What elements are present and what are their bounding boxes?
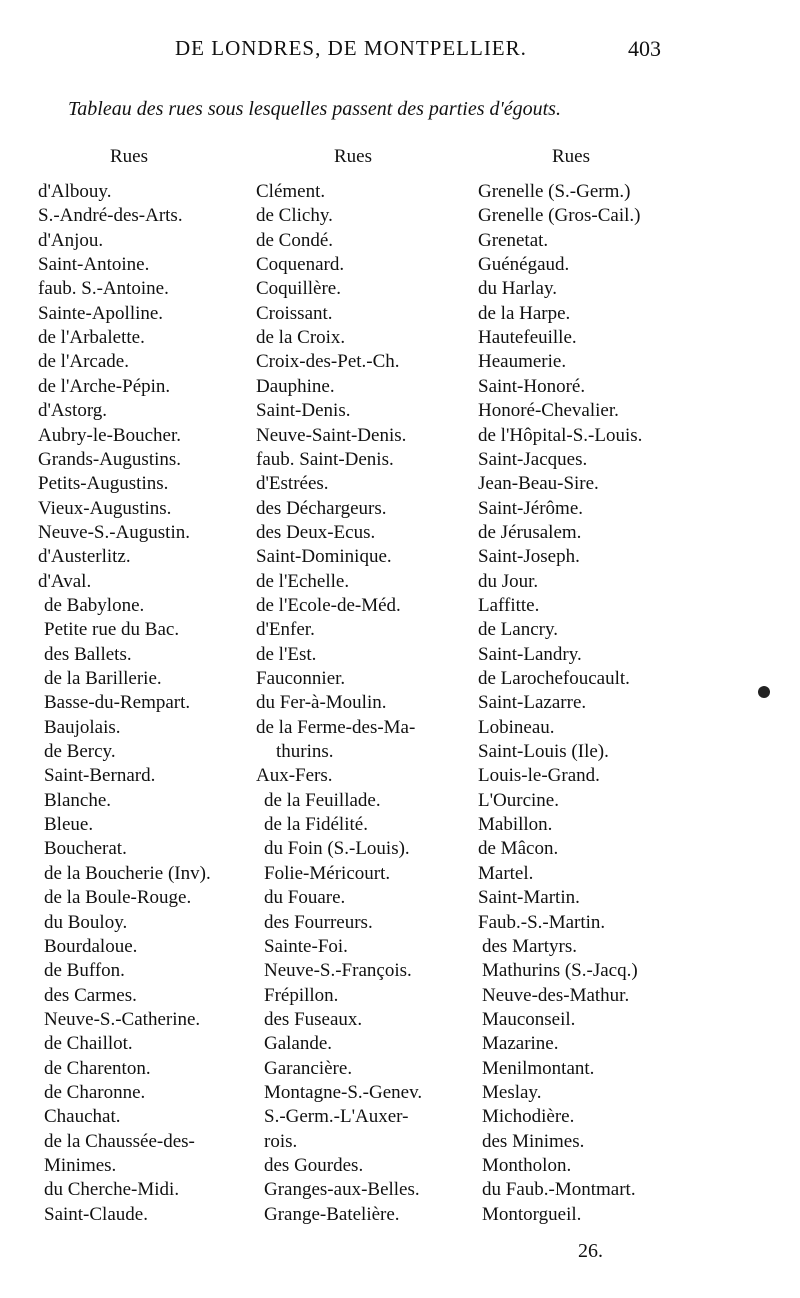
street-entry: Meslay. (482, 1081, 542, 1103)
street-entry: de Larochefoucault. (478, 668, 630, 689)
street-entry: de Mâcon. (478, 838, 559, 860)
street-entry: Guénégaud. (478, 254, 570, 276)
street-entry: du Fouare. (264, 887, 346, 909)
street-entry: de la Chaussée-des- (44, 1130, 195, 1152)
street-entry: Grands-Augustins. (38, 448, 182, 470)
street-entry: Grenelle (S.-Germ.) (478, 181, 631, 202)
street-entry: Minimes. (44, 1155, 117, 1176)
street-entry: Saint-Louis (Ile). (478, 741, 609, 763)
street-entry: Basse-du-Rempart. (44, 692, 191, 714)
street-entry: Galande. (264, 1033, 333, 1055)
street-entry: Vieux-Augustins. (38, 497, 172, 519)
street-entry: d'Astorg. (38, 400, 108, 422)
street-entry: Neuve-Saint-Denis. (256, 424, 407, 446)
street-entry: Croix-des-Pet.-Ch. (256, 351, 400, 373)
street-entry: d'Enfer. (256, 619, 315, 641)
street-entry: de Buffon. (44, 960, 125, 982)
street-entry: de Babylone. (44, 594, 145, 616)
street-entry: Montholon. (482, 1155, 572, 1176)
street-entry: faub. Saint-Denis. (256, 448, 394, 470)
street-entry: Jean-Beau-Sire. (478, 473, 599, 495)
street-entry: Lobineau. (478, 716, 555, 738)
street-entry: Martel. (478, 862, 534, 884)
street-entry: Mauconseil. (482, 1008, 576, 1030)
signature-mark: 26. (578, 1240, 603, 1262)
ink-dot (758, 686, 770, 698)
street-entry: Neuve-des-Mathur. (482, 984, 630, 1006)
street-entry: Garancière. (264, 1057, 353, 1079)
street-entry: Honoré-Chevalier. (478, 400, 619, 422)
street-entry: rois. (264, 1130, 298, 1152)
street-entry: de la Barillerie. (44, 668, 162, 689)
street-entry: Faub.-S.-Martin. (478, 911, 606, 933)
column-2-heading: Rues (334, 146, 372, 167)
street-entry: de la Harpe. (478, 302, 571, 324)
street-entry: Granges-aux-Belles. (264, 1179, 420, 1201)
street-entry: Neuve-S.-François. (264, 960, 412, 982)
street-entry: de Lancry. (478, 619, 558, 641)
street-entry: du Harlay. (478, 278, 557, 300)
street-entry: Coquenard. (256, 254, 345, 276)
street-entry: Grange-Batelière. (264, 1203, 400, 1225)
street-entry: du Foin (S.-Louis). (264, 838, 410, 860)
street-entry: thurins. (276, 741, 334, 763)
street-entry: de l'Ecole-de-Méd. (256, 594, 401, 616)
street-entry: Mathurins (S.-Jacq.) (482, 960, 638, 982)
street-entry: Louis-le-Grand. (478, 765, 600, 787)
street-entry: Heaumerie. (478, 351, 567, 373)
street-entry: Clément. (256, 181, 326, 202)
street-entry: de Charenton. (44, 1057, 151, 1079)
street-entry: Grenetat. (478, 229, 549, 251)
street-entry: Boucherat. (44, 838, 127, 860)
street-entry: de la Ferme-des-Ma- (256, 716, 416, 738)
street-entry: L'Ourcine. (478, 789, 559, 811)
street-entry: Petite rue du Bac. (44, 619, 180, 641)
street-entry: de l'Echelle. (256, 570, 350, 592)
street-entry: des Ballets. (44, 643, 132, 665)
street-entry: Saint-Jérôme. (478, 497, 584, 519)
street-entry: Baujolais. (44, 716, 121, 738)
street-entry: Mazarine. (482, 1033, 559, 1055)
street-entry: Saint-Lazarre. (478, 692, 587, 714)
street-entry: d'Aval. (38, 570, 92, 592)
street-entry: des Déchargeurs. (256, 497, 387, 519)
street-entry: S.-André-des-Arts. (38, 205, 183, 227)
street-entry: Saint-Honoré. (478, 375, 586, 397)
street-entry: des Deux-Ecus. (256, 521, 376, 543)
street-entry: Chauchat. (44, 1106, 121, 1128)
street-entry: de Condé. (256, 229, 334, 251)
street-entry: de Jérusalem. (478, 521, 582, 543)
street-entry: Neuve-S.-Catherine. (44, 1008, 201, 1030)
street-entry: du Cherche-Midi. (44, 1179, 180, 1201)
street-entry: de l'Arcade. (38, 351, 129, 373)
street-entry: Neuve-S.-Augustin. (38, 521, 190, 543)
street-entry: Hautefeuille. (478, 327, 577, 349)
street-entry: Blanche. (44, 789, 112, 811)
street-entry: Saint-Bernard. (44, 765, 156, 787)
street-entry: Saint-Landry. (478, 643, 582, 665)
street-entry: Mabillon. (478, 814, 553, 836)
street-entry: Sainte-Foi. (264, 935, 348, 957)
street-entry: Saint-Jacques. (478, 448, 588, 470)
running-head: DE LONDRES, DE MONTPELLIER. (175, 36, 527, 60)
street-entry: de la Boule-Rouge. (44, 887, 192, 909)
street-entry: S.-Germ.-L'Auxer- (264, 1106, 409, 1128)
street-entry: Bourdaloue. (44, 935, 138, 957)
street-entry: de l'Arbalette. (38, 327, 145, 349)
street-entry: de la Croix. (256, 327, 346, 349)
street-entry: d'Anjou. (38, 229, 104, 251)
street-entry: de la Boucherie (Inv). (44, 862, 211, 884)
street-entry: de l'Est. (256, 643, 317, 665)
table-title: Tableau des rues sous lesquelles passent des parties d'égouts. (68, 98, 561, 120)
street-entry: Aubry-le-Boucher. (38, 424, 181, 446)
street-entry: Dauphine. (256, 375, 335, 397)
street-entry: Sainte-Apolline. (38, 302, 164, 324)
street-entry: Michodière. (482, 1106, 575, 1128)
street-entry: Saint-Denis. (256, 400, 351, 422)
street-entry: Saint-Dominique. (256, 546, 392, 568)
street-entry: d'Estrées. (256, 473, 329, 495)
street-entry: du Bouloy. (44, 911, 128, 933)
street-entry: Saint-Antoine. (38, 254, 150, 276)
street-entry: des Minimes. (482, 1130, 585, 1152)
street-entry: de Charonne. (44, 1081, 146, 1103)
street-entry: des Martyrs. (482, 935, 577, 957)
street-entry: d'Albouy. (38, 181, 112, 202)
street-entry: Menilmontant. (482, 1057, 595, 1079)
street-entry: Aux-Fers. (256, 765, 333, 787)
street-entry: du Fer-à-Moulin. (256, 692, 387, 714)
street-entry: Croissant. (256, 302, 333, 324)
street-entry: Saint-Joseph. (478, 546, 580, 568)
street-entry: des Carmes. (44, 984, 137, 1006)
street-entry: de Bercy. (44, 741, 116, 763)
street-entry: d'Austerlitz. (38, 546, 131, 568)
street-entry: Petits-Augustins. (38, 473, 169, 495)
street-entry: Saint-Martin. (478, 887, 580, 909)
street-entry: de Clichy. (256, 205, 333, 227)
street-entry: du Faub.-Montmart. (482, 1179, 636, 1201)
street-entry: des Fourreurs. (264, 911, 373, 933)
street-entry: Folie-Méricourt. (264, 862, 391, 884)
street-entry: Fauconnier. (256, 668, 346, 689)
column-3-heading: Rues (552, 146, 590, 167)
street-entry: des Fuseaux. (264, 1008, 363, 1030)
street-entry: Grenelle (Gros-Cail.) (478, 205, 641, 227)
street-entry: de l'Arche-Pépin. (38, 375, 171, 397)
column-1-heading: Rues (110, 146, 148, 167)
street-entry: Coquillère. (256, 278, 341, 300)
street-entry: du Jour. (478, 570, 539, 592)
street-entry: Laffitte. (478, 594, 540, 616)
street-entry: de la Fidélité. (264, 814, 368, 836)
street-entry: Montorgueil. (482, 1203, 582, 1225)
street-entry: Bleue. (44, 814, 94, 836)
page-number: 403 (628, 36, 661, 61)
street-entry: des Gourdes. (264, 1155, 364, 1176)
street-entry: de l'Hôpital-S.-Louis. (478, 424, 643, 446)
street-entry: de Chaillot. (44, 1033, 133, 1055)
street-entry: Frépillon. (264, 984, 339, 1006)
street-entry: faub. S.-Antoine. (38, 278, 169, 300)
street-entry: Saint-Claude. (44, 1203, 148, 1225)
street-entry: de la Feuillade. (264, 789, 381, 811)
street-entry: Montagne-S.-Genev. (264, 1081, 423, 1103)
